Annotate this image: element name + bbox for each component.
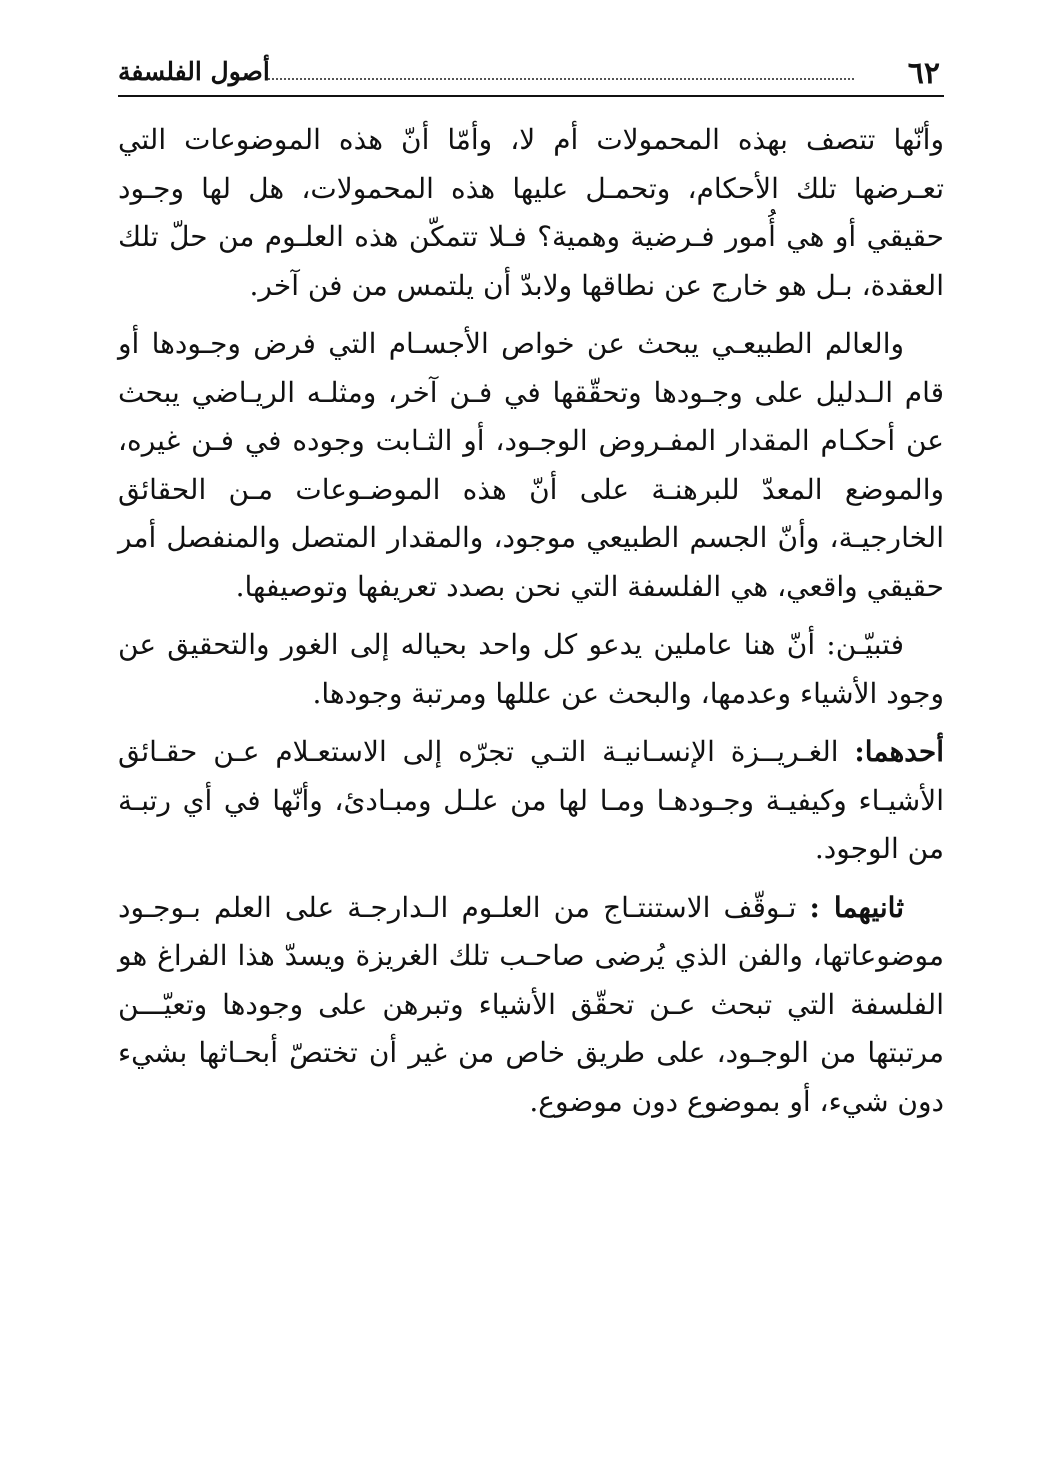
paragraph-lead: ثانيهما : bbox=[809, 890, 905, 924]
page-number: ٦٢ bbox=[907, 56, 940, 91]
dotted-leader bbox=[268, 78, 854, 80]
book-page bbox=[118, 48, 944, 1368]
paragraph bbox=[118, 621, 944, 718]
paragraph bbox=[118, 320, 944, 611]
header-rule bbox=[118, 95, 944, 97]
paragraph-text: تـوقّف الاستنتـاج من العلـوم الـدارجـة على العلم بـوجـود موضوعاتها، والفن الذي يُرضى صاحـب تلك الغريزة ويسدّ هذا الفراغ هو الفلسفة التي تبحث عـن تحقّق الأشياء وتبرهن على وجودها وتعيّـــن مرتبتها من الوجـود، على طريق خاص من غير أن تختصّ أبحـاثها بشيء دون شيء، أو بموضوع دون موضوع. bbox=[118, 890, 944, 1118]
paragraph bbox=[118, 116, 944, 310]
paragraph-text: وأنّها تتصف بهذه المحمولات أم لا، وأمّا أنّ هذه الموضوعات التي تعـرضها تلك الأحكام، وتحمـل عليها هذه المحمولات، هل لها وجـود حقيقي أو هي أُمور فـرضية وهمية؟ فـلا تتمكّن هذه العلـوم من حلّ تلك العقدة، بـل هو خارج عن نطاقها ولابدّ أن يلتمس من فن آخر. bbox=[118, 123, 944, 302]
page-header bbox=[118, 48, 944, 96]
paragraph bbox=[118, 884, 944, 1127]
body-text bbox=[118, 116, 944, 1126]
paragraph-text: والعالم الطبيعـي يبحث عن خواص الأجسـام التي فرض وجـودها أو قام الـدليل على وجـودها وتحقّقها في فـن آخر، ومثلـه الريـاضي يبحث عن أحكـام المقدار المفـروض الوجـود، أو الثـابت وجوده في فـن غيره، والموضع المعدّ للبرهنـة على أنّ هذه الموضـوعات مـن الحقائق الخارجيـة، وأنّ الجسم الطبيعي موجود، والمقدار المتصل والمنفصل أمر حقيقي واقعي، هي الفلسفة التي نحن بصدد تعريفها وتوصيفها. bbox=[118, 327, 944, 603]
paragraph-text: فتبيّـن: أنّ هنا عاملين يدعو كل واحد بحياله إلى الغور والتحقيق عن وجود الأشياء وعدمها، والبحث عن عللها ومرتبة وجودها. bbox=[118, 628, 944, 710]
paragraph-lead: أحدهما: bbox=[854, 735, 944, 768]
paragraph-text: الغـريــزة الإنسـانيـة التـي تجرّه إلى الاستعـلام عـن حقـائق الأشيـاء وكيفيـة وجـودهـا ومـا لها من علـل ومبـادئ، وأنّها في أي رتبـة من الوجود. bbox=[118, 735, 944, 865]
paragraph bbox=[118, 728, 944, 874]
running-title: أصول الفلسفة bbox=[118, 57, 270, 86]
